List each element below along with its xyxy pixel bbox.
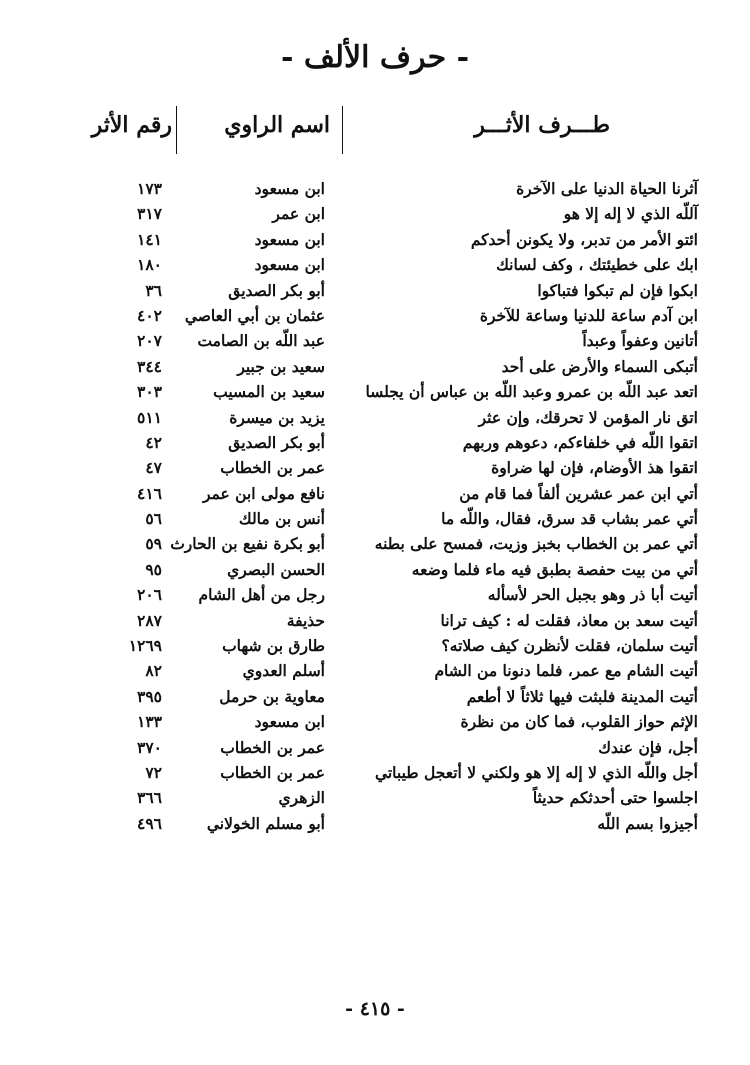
athar-text: أتي من بيت حفصة بطبق فيه ماء فلما وضعه: [411, 559, 698, 579]
athar-text: اتقوا اللّه في خلفاءكم، دعوهم وربهم: [462, 432, 698, 452]
athar-text: أتيت سعد بن معاذ، فقلت له : كيف ترانا: [440, 610, 698, 630]
narrator-name: أنس بن مالك: [238, 509, 325, 529]
athar-number: ٤١٦: [137, 483, 162, 503]
table-row: [0, 658, 750, 683]
narrator-name: ابن مسعود: [254, 712, 325, 732]
athar-text: ائتو الأمر من تدبر، ولا يكونن أحدكم: [470, 229, 698, 249]
column-divider: [342, 106, 343, 154]
narrator-name: سعيد بن المسيب: [213, 382, 325, 402]
athar-number: ٥٩: [145, 534, 162, 554]
athar-number: ٥٦: [145, 509, 162, 529]
athar-text: اجلسوا حتى أحدثكم حديثاً: [532, 788, 698, 808]
athar-text: أجل، فإن عندك: [598, 737, 698, 757]
narrator-name: ابن مسعود: [254, 179, 325, 198]
narrator-name: نافع مولى ابن عمر: [202, 483, 325, 503]
athar-text: ابك على خطيئتك ، وكف لسانك: [496, 255, 698, 275]
index-table: [0, 176, 750, 836]
table-row: [0, 328, 750, 353]
athar-text: أتي عمر بن الخطاب بخبز وزيت، فمسح على بطنه: [374, 534, 698, 554]
athar-text: آثرنا الحياة الدنيا على الآخرة: [516, 179, 698, 198]
table-row: [0, 303, 750, 328]
athar-text: أتبكى السماء والأرض على أحد: [501, 356, 698, 376]
athar-number: ٩٥: [145, 559, 162, 579]
athar-number: ٤٢: [145, 432, 162, 452]
athar-number: ٧٢: [145, 762, 162, 782]
athar-number: ٨٢: [145, 661, 162, 681]
athar-text: آللّه الذي لا إله إلا هو: [563, 204, 698, 224]
narrator-name: الزهري: [278, 788, 325, 808]
athar-number: ٥١١: [137, 407, 162, 427]
narrator-name: طارق بن شهاب: [222, 636, 325, 656]
table-row: [0, 506, 750, 531]
table-row: [0, 582, 750, 607]
athar-text: أجيزوا بسم اللّه: [597, 813, 698, 833]
athar-text: أتيت سلمان، فقلت لأنظرن كيف صلاته؟: [441, 636, 698, 656]
narrator-name: عمر بن الخطاب: [220, 762, 325, 782]
narrator-name: أبو بكر الصديق: [228, 432, 325, 452]
athar-text: ابن آدم ساعة للدنيا وساعة للآخرة: [479, 305, 698, 325]
table-row: [0, 785, 750, 810]
athar-text: أتيت الشام مع عمر، فلما دنونا من الشام: [434, 661, 698, 681]
narrator-name: سعيد بن جبير: [237, 356, 325, 376]
narrator-name: عمر بن الخطاب: [220, 458, 325, 478]
athar-number: ٢٨٧: [137, 610, 162, 630]
athar-text: اتق نار المؤمن لا تحرقك، وإن عثر: [478, 407, 698, 427]
table-row: [0, 227, 750, 252]
table-row: [0, 735, 750, 760]
athar-text: أتيت المدينة فلبثت فيها ثلاثاً لا أطعم: [466, 686, 698, 706]
athar-text: أتانين وعفواً وعبداً: [582, 331, 698, 351]
athar-number: ٣١٧: [137, 204, 162, 224]
athar-number: ٣٦٦: [137, 788, 162, 808]
table-row: [0, 557, 750, 582]
table-row: [0, 760, 750, 785]
athar-text: أتي عمر بشاب قد سرق، فقال، واللّه ما: [441, 509, 698, 529]
table-row: [0, 684, 750, 709]
table-row: [0, 455, 750, 480]
athar-text: أتي ابن عمر عشرين ألفاً فما قام من: [459, 483, 698, 503]
athar-number: ٣٤٤: [137, 356, 162, 376]
narrator-name: عبد اللّه بن الصامت: [197, 331, 325, 351]
table-row: [0, 531, 750, 556]
athar-number: ٣٠٣: [137, 382, 162, 402]
athar-text: اتعد عبد اللّه بن عمرو وعبد اللّه بن عباس أن يجلسا: [365, 382, 698, 402]
table-row: [0, 709, 750, 734]
athar-number: ٢٠٧: [137, 331, 162, 351]
narrator-name: ابن مسعود: [254, 229, 325, 249]
athar-text: الإثم حواز القلوب، فما كان من نظرة: [460, 712, 698, 732]
table-row: [0, 481, 750, 506]
athar-number: ١٢٦٩: [128, 636, 162, 656]
table-row: [0, 201, 750, 226]
athar-text: ابكوا فإن لم تبكوا فتباكوا: [537, 280, 698, 300]
athar-number: ١٤١: [137, 229, 162, 249]
narrator-name: معاوية بن حرمل: [219, 686, 325, 706]
athar-number: ١٨٠: [137, 255, 162, 275]
table-row: [0, 379, 750, 404]
table-row: [0, 354, 750, 379]
narrator-name: الحسن البصري: [227, 559, 325, 579]
table-row: [0, 608, 750, 633]
athar-number: ٣٧٠: [137, 737, 162, 757]
athar-text: أجل واللّه الذي لا إله إلا هو ولكني لا أتعجل طيباتي: [374, 762, 698, 782]
narrator-name: أبو بكرة نفيع بن الحارث: [170, 534, 325, 554]
table-row: [0, 405, 750, 430]
table-row: [0, 811, 750, 836]
athar-number: ٢٠٦: [137, 585, 162, 605]
narrator-name: ابن عمر: [272, 204, 325, 224]
narrator-name: أبو مسلم الخولاني: [206, 813, 325, 833]
narrator-name: حذيفة: [286, 610, 325, 630]
header-rawi: اسم الراوي: [224, 112, 330, 138]
narrator-name: يزيد بن ميسرة: [229, 407, 325, 427]
column-divider: [176, 106, 177, 154]
athar-text: اتقوا هذ الأوضام، فإن لها ضراوة: [491, 458, 698, 478]
athar-number: ١٣٣: [137, 712, 162, 732]
header-num: رقم الأثر: [91, 112, 172, 138]
athar-number: ٤٩٦: [137, 813, 162, 833]
table-row: [0, 278, 750, 303]
table-row: [0, 633, 750, 658]
narrator-name: عمر بن الخطاب: [220, 737, 325, 757]
athar-text: أتيت أبا ذر وهو بجبل الحر لأسأله: [487, 585, 698, 605]
header-athar: طـــرف الأثـــر: [474, 112, 610, 138]
athar-number: ٣٦: [145, 280, 162, 300]
athar-number: ٤٠٢: [137, 305, 162, 325]
athar-number: ١٧٣: [137, 179, 162, 198]
athar-number: ٣٩٥: [137, 686, 162, 706]
narrator-name: أبو بكر الصديق: [228, 280, 325, 300]
narrator-name: ابن مسعود: [254, 255, 325, 275]
narrator-name: أسلم العدوي: [242, 661, 325, 681]
table-row: [0, 430, 750, 455]
narrator-name: عثمان بن أبي العاصي: [184, 305, 325, 325]
page-number: - ٤١٥ -: [345, 998, 405, 1020]
page-title: - حرف الألف -: [280, 40, 470, 75]
narrator-name: رجل من أهل الشام: [198, 585, 325, 605]
table-row: [0, 252, 750, 277]
athar-number: ٤٧: [145, 458, 162, 478]
table-row: [0, 176, 750, 201]
